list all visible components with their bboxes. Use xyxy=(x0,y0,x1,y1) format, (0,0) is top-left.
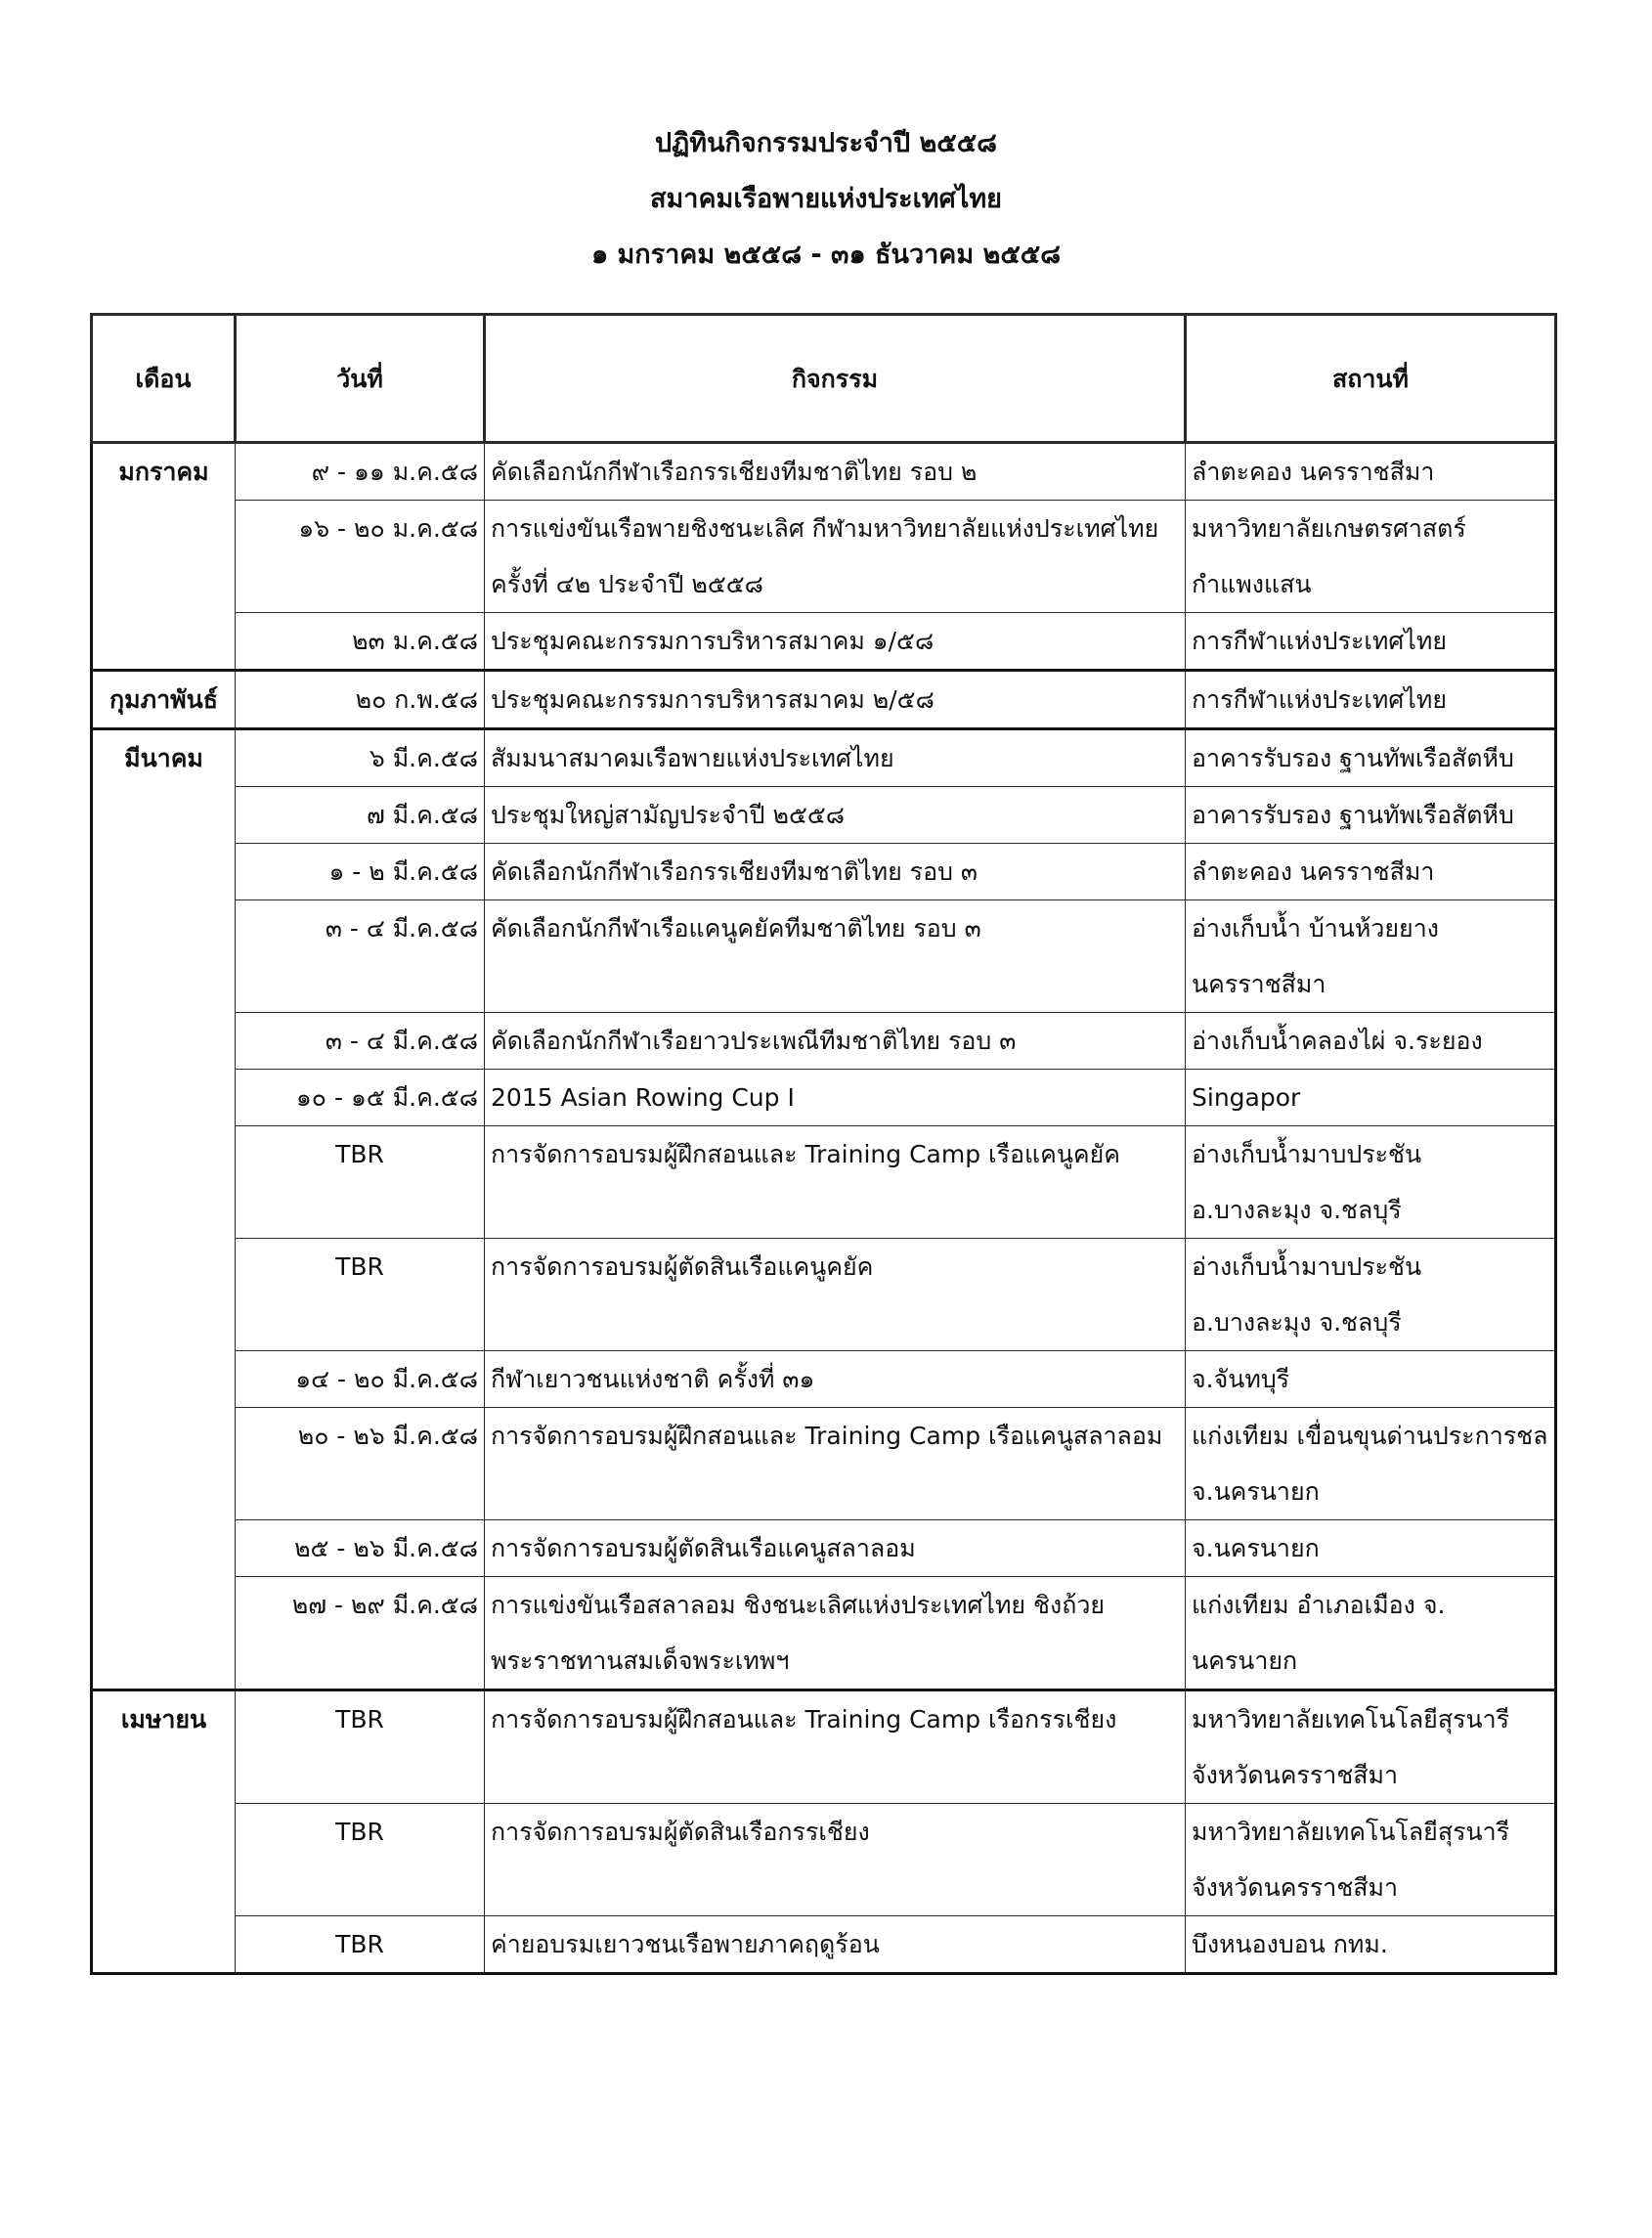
activity-cell: คัดเลือกนักกีฬาเรือกรรเชียงทีมชาติไทย รอบ ๓ xyxy=(485,844,1186,900)
date-cell: ๖ มี.ค.๕๘ xyxy=(236,729,485,787)
table-row xyxy=(92,787,1556,844)
date-cell: TBR xyxy=(236,1126,485,1239)
table-row xyxy=(92,1013,1556,1070)
date-cell: ๒๓ ม.ค.๕๘ xyxy=(236,613,485,671)
table-row xyxy=(92,729,1556,787)
table-row xyxy=(92,844,1556,900)
activity-cell: ประชุมใหญ่สามัญประจำปี ๒๕๕๘ xyxy=(485,787,1186,844)
place-cell: อ่างเก็บน้ำ บ้านห้วยยาง นครราชสีมา xyxy=(1186,900,1556,1013)
date-cell: ๒๐ ก.พ.๕๘ xyxy=(236,671,485,729)
activity-cell: สัมมนาสมาคมเรือพายแห่งประเทศไทย xyxy=(485,729,1186,787)
place-cell: บึงหนองบอน กทม. xyxy=(1186,1916,1556,1974)
date-cell: ๑๔ - ๒๐ มี.ค.๕๘ xyxy=(236,1351,485,1408)
table-row xyxy=(92,1916,1556,1974)
document-header xyxy=(0,115,1652,283)
table-row xyxy=(92,900,1556,1013)
place-cell: ลำตะคอง นครราชสีมา xyxy=(1186,443,1556,501)
header-activity: กิจกรรม xyxy=(485,315,1186,443)
place-cell: จ.นครนายก xyxy=(1186,1520,1556,1577)
header-place: สถานที่ xyxy=(1186,315,1556,443)
table-row xyxy=(92,1520,1556,1577)
table-row xyxy=(92,1239,1556,1351)
table-row xyxy=(92,443,1556,501)
table-row xyxy=(92,1408,1556,1520)
date-cell: ๗ มี.ค.๕๘ xyxy=(236,787,485,844)
month-cell: มีนาคม xyxy=(92,729,236,1690)
date-cell: TBR xyxy=(236,1804,485,1916)
date-cell: ๓ - ๔ มี.ค.๕๘ xyxy=(236,1013,485,1070)
header-month: เดือน xyxy=(92,315,236,443)
date-cell: ๒๐ - ๒๖ มี.ค.๕๘ xyxy=(236,1408,485,1520)
place-cell: มหาวิทยาลัยเกษตรศาสตร์ กำแพงแสน xyxy=(1186,501,1556,613)
header-date: วันที่ xyxy=(236,315,485,443)
place-cell: จ.จันทบุรี xyxy=(1186,1351,1556,1408)
place-cell: แก่งเทียม เขื่อนขุนด่านประการชล จ.นครนายก xyxy=(1186,1408,1556,1520)
place-cell: อ่างเก็บน้ำมาบประชัน อ.บางละมุง จ.ชลบุรี xyxy=(1186,1126,1556,1239)
month-cell: เมษายน xyxy=(92,1690,236,1974)
date-cell: ๙ - ๑๑ ม.ค.๕๘ xyxy=(236,443,485,501)
activity-cell: ประชุมคณะกรรมการบริหารสมาคม ๑/๕๘ xyxy=(485,613,1186,671)
title-line-2: สมาคมเรือพายแห่งประเทศไทย xyxy=(650,184,1002,214)
place-cell: การกีฬาแห่งประเทศไทย xyxy=(1186,671,1556,729)
activity-cell: การจัดการอบรมผู้ตัดสินเรือแคนูคยัค xyxy=(485,1239,1186,1351)
table-row xyxy=(92,1804,1556,1916)
place-cell: อ่างเก็บน้ำคลองไผ่ จ.ระยอง xyxy=(1186,1013,1556,1070)
activity-cell: การจัดการอบรมผู้ฝึกสอนและ Training Camp เรือแคนูคยัค xyxy=(485,1126,1186,1239)
activity-cell: ประชุมคณะกรรมการบริหารสมาคม ๒/๕๘ xyxy=(485,671,1186,729)
date-cell: TBR xyxy=(236,1916,485,1974)
date-cell: ๒๕ - ๒๖ มี.ค.๕๘ xyxy=(236,1520,485,1577)
month-cell: มกราคม xyxy=(92,443,236,671)
activity-cell: คัดเลือกนักกีฬาเรือแคนูคยัคทีมชาติไทย รอบ ๓ xyxy=(485,900,1186,1013)
date-cell: ๑๐ - ๑๕ มี.ค.๕๘ xyxy=(236,1070,485,1126)
activity-cell: การจัดการอบรมผู้ตัดสินเรือกรรเชียง xyxy=(485,1804,1186,1916)
table-row xyxy=(92,671,1556,729)
title-line-3: ๑ มกราคม ๒๕๕๘ - ๓๑ ธันวาคม ๒๕๕๘ xyxy=(590,240,1062,270)
place-cell: Singapor xyxy=(1186,1070,1556,1126)
table-row xyxy=(92,1577,1556,1690)
date-cell: ๑๖ - ๒๐ ม.ค.๕๘ xyxy=(236,501,485,613)
place-cell: การกีฬาแห่งประเทศไทย xyxy=(1186,613,1556,671)
place-cell: แก่งเทียม อำเภอเมือง จ. นครนายก xyxy=(1186,1577,1556,1690)
table-row xyxy=(92,1690,1556,1804)
place-cell: อ่างเก็บน้ำมาบประชัน อ.บางละมุง จ.ชลบุรี xyxy=(1186,1239,1556,1351)
date-cell: TBR xyxy=(236,1690,485,1804)
date-cell: ๒๗ - ๒๙ มี.ค.๕๘ xyxy=(236,1577,485,1690)
table-row xyxy=(92,613,1556,671)
activity-schedule-table xyxy=(90,313,1557,1975)
activity-cell: คัดเลือกนักกีฬาเรือยาวประเพณีทีมชาติไทย รอบ ๓ xyxy=(485,1013,1186,1070)
table-row xyxy=(92,1351,1556,1408)
table-row xyxy=(92,1126,1556,1239)
activity-cell: การจัดการอบรมผู้ฝึกสอนและ Training Camp เรือกรรเชียง xyxy=(485,1690,1186,1804)
place-cell: ลำตะคอง นครราชสีมา xyxy=(1186,844,1556,900)
activity-cell: 2015 Asian Rowing Cup I xyxy=(485,1070,1186,1126)
activity-cell: กีฬาเยาวชนแห่งชาติ ครั้งที่ ๓๑ xyxy=(485,1351,1186,1408)
title-line-1: ปฏิทินกิจกรรมประจำปี ๒๕๕๘ xyxy=(655,128,997,158)
place-cell: อาคารรับรอง ฐานทัพเรือสัตหีบ xyxy=(1186,729,1556,787)
table-row xyxy=(92,1070,1556,1126)
activity-cell: การจัดการอบรมผู้ฝึกสอนและ Training Camp เรือแคนูสลาลอม xyxy=(485,1408,1186,1520)
activity-cell: ค่ายอบรมเยาวชนเรือพายภาคฤดูร้อน xyxy=(485,1916,1186,1974)
date-cell: TBR xyxy=(236,1239,485,1351)
place-cell: อาคารรับรอง ฐานทัพเรือสัตหีบ xyxy=(1186,787,1556,844)
activity-cell: คัดเลือกนักกีฬาเรือกรรเชียงทีมชาติไทย รอบ ๒ xyxy=(485,443,1186,501)
date-cell: ๑ - ๒ มี.ค.๕๘ xyxy=(236,844,485,900)
table-header-row xyxy=(92,315,1556,443)
place-cell: มหาวิทยาลัยเทคโนโลยีสุรนารี จังหวัดนครราชสีมา xyxy=(1186,1690,1556,1804)
activity-cell: การแข่งขันเรือสลาลอม ชิงชนะเลิศแห่งประเทศไทย ชิงถ้วยพระราชทานสมเด็จพระเทพฯ xyxy=(485,1577,1186,1690)
month-cell: กุมภาพันธ์ xyxy=(92,671,236,729)
table-row xyxy=(92,501,1556,613)
activity-cell: การจัดการอบรมผู้ตัดสินเรือแคนูสลาลอม xyxy=(485,1520,1186,1577)
activity-cell: การแข่งขันเรือพายชิงชนะเลิศ กีฬามหาวิทยาลัยแห่งประเทศไทย ครั้งที่ ๔๒ ประจำปี ๒๕๕๘ xyxy=(485,501,1186,613)
date-cell: ๓ - ๔ มี.ค.๕๘ xyxy=(236,900,485,1013)
place-cell: มหาวิทยาลัยเทคโนโลยีสุรนารี จังหวัดนครราชสีมา xyxy=(1186,1804,1556,1916)
